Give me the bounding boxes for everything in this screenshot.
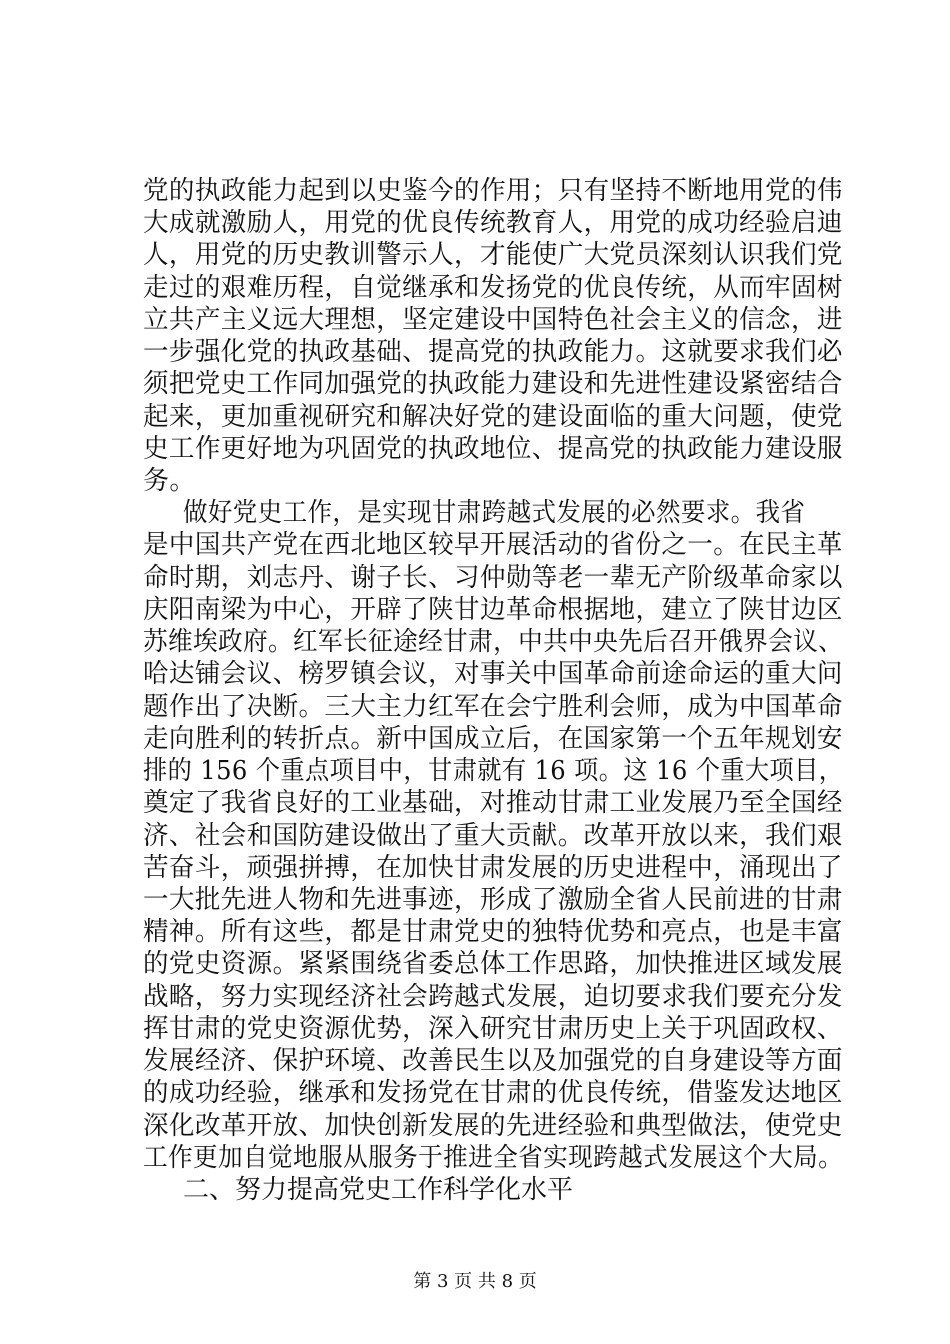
paragraph1-line: 史工作更好地为巩固党的执政地位、提高党的执政能力建设服 <box>143 434 843 464</box>
paragraph2-line: 题作出了决断。三大主力红军在会宁胜利会师，成为中国革命 <box>143 692 843 722</box>
paragraph1-line: 人，用党的历史教训警示人，才能使广大党员深刻认识我们党 <box>143 240 843 270</box>
paragraph1-line: 大成就激励人，用党的优良传统教育人，用党的成功经验启迪 <box>143 208 843 238</box>
paragraph1-line: 一步强化党的执政基础、提高党的执政能力。这就要求我们必 <box>143 337 843 367</box>
paragraph2-line: 的成功经验，继承和发扬党在甘肃的优良传统，借鉴发达地区 <box>143 1078 843 1108</box>
paragraph2-line: 命时期，刘志丹、谢子长、习仲勋等老一辈无产阶级革命家以 <box>143 563 843 593</box>
paragraph2-line: 是中国共产党在西北地区较早开展活动的省份之一。在民主革 <box>143 530 843 560</box>
paragraph2-line: 做好党史工作，是实现甘肃跨越式发展的必然要求。我省 <box>183 498 806 528</box>
paragraph2-line: 济、社会和国防建设做出了重大贡献。改革开放以来，我们艰 <box>143 821 843 851</box>
paragraph2-line: 走向胜利的转折点。新中国成立后，在国家第一个五年规划安 <box>143 724 843 754</box>
page-footer: 第 3 页 共 8 页 <box>413 1271 537 1292</box>
paragraph1-line: 须把党史工作同加强党的执政能力建设和先进性建设紧密结合 <box>143 369 843 399</box>
paragraph2-line: 奠定了我省良好的工业基础，对推动甘肃工业发展乃至全国经 <box>143 788 843 818</box>
paragraph1-line: 务。 <box>143 466 196 496</box>
paragraph1-line: 走过的艰难历程，自觉继承和发扬党的优良传统，从而牢固树 <box>143 273 843 303</box>
paragraph2-line: 的党史资源。紧紧围绕省委总体工作思路，加快推进区域发展 <box>143 949 843 979</box>
paragraph2-line: 哈达铺会议、榜罗镇会议，对事关中国革命前途命运的重大问 <box>143 659 843 689</box>
paragraph1-line: 党的执政能力起到以史鉴今的作用；只有坚持不断地用党的伟 <box>143 176 843 206</box>
paragraph2-line: 发展经济、保护环境、改善民生以及加强党的自身建设等方面 <box>143 1046 843 1076</box>
paragraph2-line: 一大批先进人物和先进事迹，形成了激励全省人民前进的甘肃 <box>143 885 843 915</box>
paragraph2-line: 工作更加自觉地服从服务于推进全省实现跨越式发展这个大局。 <box>143 1143 844 1173</box>
paragraph2-line: 战略，努力实现经济社会跨越式发展，迫切要求我们要充分发 <box>143 982 843 1012</box>
paragraph2-line: 庆阳南梁为中心，开辟了陕甘边革命根据地，建立了陕甘边区 <box>143 595 843 625</box>
paragraph2-line: 苦奋斗，顽强拼搏，在加快甘肃发展的历史进程中，涌现出了 <box>143 853 843 883</box>
paragraph2-line: 精神。所有这些，都是甘肃党史的独特优势和亮点，也是丰富 <box>143 917 843 947</box>
section-heading: 二、努力提高党史工作科学化水平 <box>183 1175 574 1205</box>
paragraph2-line: 排的 156 个重点项目中，甘肃就有 16 项。这 16 个重大项目， <box>143 756 844 786</box>
paragraph1-line: 立共产主义远大理想，坚定建设中国特色社会主义的信念，进 <box>143 305 843 335</box>
paragraph1-line: 起来，更加重视研究和解决好党的建设面临的重大问题，使党 <box>143 402 843 432</box>
paragraph2-line: 挥甘肃的党史资源优势，深入研究甘肃历史上关于巩固政权、 <box>143 1014 843 1044</box>
paragraph2-line: 深化改革开放、加快创新发展的先进经验和典型做法，使党史 <box>143 1111 843 1141</box>
paragraph2-line: 苏维埃政府。红军长征途经甘肃，中共中央先后召开俄界会议、 <box>143 627 844 657</box>
